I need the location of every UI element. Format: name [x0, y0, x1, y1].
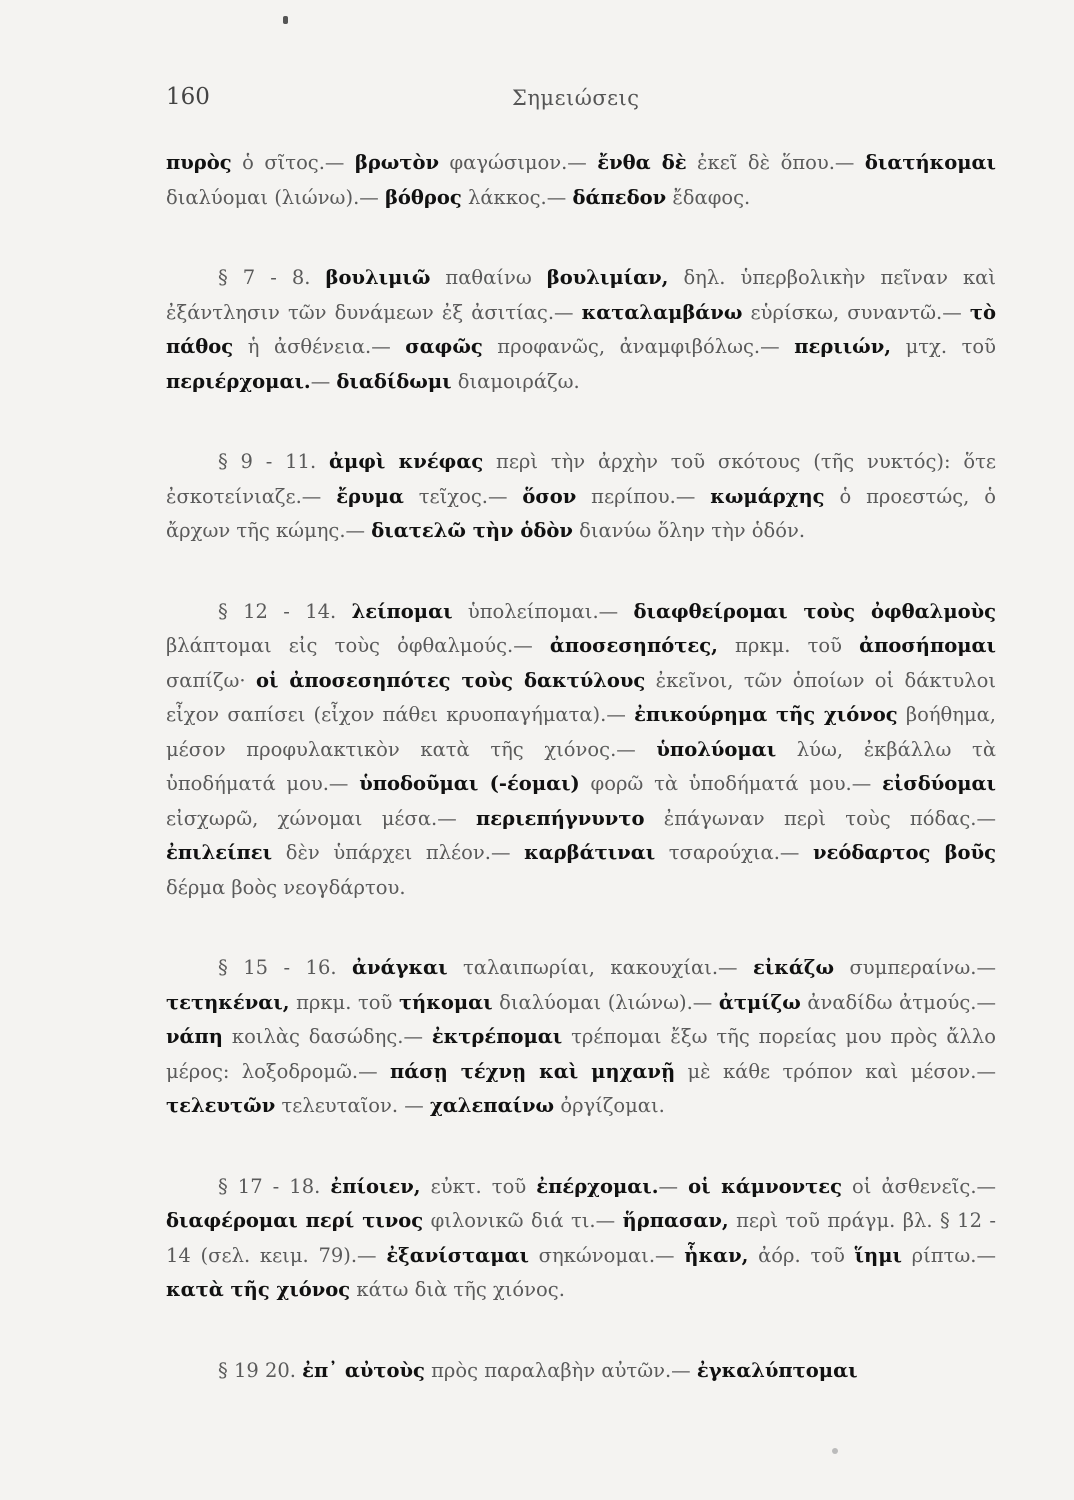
lemma-term: περιέρχομαι.: [166, 369, 311, 393]
gloss-text: ἀναδίδω ἀτμούς.—: [800, 990, 996, 1014]
gloss-text: § 7 - 8.: [218, 266, 326, 289]
gloss-text: τελευταῖον. —: [275, 1094, 430, 1117]
gloss-text: φορῶ τὰ ὑποδήματά μου.—: [579, 772, 883, 795]
gloss-text: ἐπάγωναν περὶ τοὺς πόδας.—: [644, 806, 997, 830]
gloss-text: ὀργίζομαι.: [554, 1094, 665, 1117]
gloss-text: ρίπτω.—: [901, 1243, 996, 1267]
lemma-term: ὅσον: [522, 484, 577, 508]
gloss-text: δὲν ὑπάρχει πλέον.—: [272, 841, 525, 864]
lemma-term: περιεπήγνυντο: [476, 806, 645, 830]
gloss-text: κάτω διὰ τῆς χιόνος.: [350, 1278, 565, 1301]
lemma-term: διατελῶ τὴν ὁδὸν: [371, 519, 573, 542]
ink-speck: [832, 1448, 838, 1454]
gloss-text: σαπίζω·: [166, 668, 256, 692]
lemma-term: ἀτμίζω: [718, 990, 801, 1014]
lemma-term: τήκομαι: [398, 990, 493, 1014]
lemma-term: κωμάρχης: [710, 484, 825, 508]
lemma-term: ἐξανίσταμαι: [386, 1243, 529, 1267]
lemma-term: ὑπολύομαι: [656, 737, 777, 761]
lemma-term: σαφῶς: [405, 335, 483, 358]
gloss-text: συμπεραίνω.—: [834, 956, 996, 979]
lemma-term: ἵημι: [854, 1243, 902, 1267]
gloss-text: παθαίνω: [430, 266, 547, 289]
lemma-term: ἥρπασαν,: [622, 1209, 729, 1232]
gloss-text: λάκκος.—: [461, 185, 573, 209]
gloss-text: ὑπολείπομαι.—: [452, 599, 634, 623]
lemma-term: τετηκέναι,: [166, 990, 290, 1014]
lemma-term: ἐπίοιεν,: [330, 1174, 421, 1198]
note-paragraph: [166, 951, 996, 1124]
gloss-text: § 15 - 16.: [218, 956, 353, 979]
gloss-text: ὁ προεστώς, ὁ ἄρχων τῆς κώμης.—: [166, 484, 996, 542]
lemma-term: ἀποσεσηπότες,: [549, 634, 718, 657]
lemma-term: διαφέρομαι περί τινος: [166, 1209, 424, 1232]
lemma-term: καρβάτιναι: [524, 841, 656, 864]
gloss-text: § 17 - 18.: [218, 1174, 331, 1198]
lemma-term: περιιών,: [794, 335, 892, 358]
lemma-term: ἐπικούρημα τῆς χιόνος: [634, 703, 898, 726]
note-paragraph: [166, 146, 996, 215]
lemma-term: εἰκάζω: [753, 956, 835, 979]
lemma-term: ἐπ᾽ αὐτοὺς: [302, 1358, 425, 1382]
gloss-text: ὁ σῖτος.—: [231, 151, 355, 174]
gloss-text: πρὸς παραλαβὴν αὐτῶν.—: [424, 1358, 697, 1382]
gloss-text: ἐκεῖ δὲ ὅπου.—: [686, 151, 865, 174]
gloss-text: διαμοιράζω.: [451, 369, 580, 393]
lemma-term: ἔνθα δὲ: [597, 151, 687, 174]
lemma-term: καταλαμβάνω: [581, 300, 743, 324]
gloss-text: οἱ ἀσθενεῖς.—: [841, 1174, 997, 1198]
gloss-text: ταλαιπωρίαι, κακουχίαι.—: [447, 956, 753, 979]
lemma-term: ἐκτρέπομαι: [431, 1025, 563, 1048]
note-paragraph: [166, 1170, 996, 1308]
gloss-text: περὶ τοῦ πράγμ. βλ. § 12 - 14 (σελ. κειμ. 79).—: [166, 1209, 997, 1267]
gloss-text: πρκμ. τοῦ: [289, 990, 399, 1014]
lemma-term: ἔρυμα: [336, 484, 404, 508]
lemma-term: νάπη: [166, 1025, 223, 1048]
lemma-term: πάσῃ τέχνῃ καὶ μηχανῇ: [389, 1059, 676, 1083]
gloss-text: δηλ. ὑπερβολικὴν πεῖναν καὶ ἐξάντλησιν τῶν δυνάμεων ἐξ ἀσιτίας.—: [166, 266, 996, 324]
lemma-term: βόθρος: [384, 185, 462, 209]
page-header: [166, 84, 996, 124]
lemma-term: ἧκαν,: [684, 1243, 749, 1267]
gloss-text: διαλύομαι (λιώνω).—: [166, 185, 385, 209]
lemma-term: διαδίδωμι: [336, 369, 452, 393]
gloss-text: προφανῶς, ἀναμφιβόλως.—: [482, 335, 795, 358]
lemma-term: ὑποδοῦμαι (-έομαι): [359, 772, 580, 795]
lemma-term: πυρὸς: [166, 151, 232, 174]
note-paragraph: [166, 261, 996, 399]
notes-body: [166, 146, 996, 1434]
page-number: 160: [166, 84, 210, 110]
gloss-text: τρέπομαι ἔξω τῆς πορείας μου πρὸς ἄλλο μέρος: λοξοδρομῶ.—: [166, 1025, 996, 1083]
lemma-term: ἀνάγκαι: [352, 956, 448, 979]
lemma-term: οἱ κάμνοντες: [688, 1174, 842, 1198]
gloss-text: —: [658, 1174, 689, 1198]
gloss-text: ἡ ἀσθένεια.—: [233, 335, 406, 358]
lemma-term: εἰσδύομαι: [882, 772, 996, 795]
running-title: Σημειώσεις: [512, 86, 640, 110]
gloss-text: φαγώσιμον.—: [439, 151, 598, 174]
ink-speck: [283, 16, 288, 24]
lemma-term: χαλεπαίνω: [429, 1094, 555, 1117]
gloss-text: εὐκτ. τοῦ: [420, 1174, 537, 1198]
lemma-term: νεόδαρτος βοῦς: [813, 841, 996, 864]
gloss-text: δέρμα βοὸς νεογδάρτου.: [166, 875, 406, 899]
lemma-term: δάπεδον: [572, 185, 667, 209]
gloss-text: εὑρίσκω, συναντῶ.—: [742, 300, 970, 324]
gloss-text: εἰσχωρῶ, χώνομαι μέσα.—: [166, 806, 477, 830]
lemma-term: βουλιμίαν,: [546, 266, 669, 289]
gloss-text: διαλύομαι (λιώνω).—: [492, 990, 719, 1014]
gloss-text: § 9 - 11.: [218, 450, 329, 473]
gloss-text: βοήθημα, μέσον προφυλακτικὸν κατὰ τῆς χιόνος.—: [166, 703, 996, 761]
lemma-term: διαφθείρομαι τοὺς ὀφθαλμοὺς: [633, 599, 997, 623]
gloss-text: φιλονικῶ διά τι.—: [423, 1209, 623, 1232]
note-paragraph: [166, 445, 996, 549]
lemma-term: λείπομαι: [351, 599, 453, 623]
gloss-text: ἔδαφος.: [666, 185, 751, 209]
gloss-text: ἐκεῖνοι, τῶν ὁποίων οἱ δάκτυλοι εἶχον σαπίσει (εἶχον πάθει κρυοπαγήματα).—: [166, 668, 996, 726]
gloss-text: βλάπτομαι εἰς τοὺς ὀφθαλμούς.—: [166, 634, 550, 657]
gloss-text: τεῖχος.—: [403, 484, 523, 508]
gloss-text: τσαρούχια.—: [655, 841, 814, 864]
lemma-term: τὸ πάθος: [166, 300, 996, 358]
lemma-term: ἐπιλείπει: [166, 841, 273, 864]
lemma-term: ἐγκαλύπτομαι: [696, 1358, 858, 1382]
gloss-text: § 19 20.: [218, 1358, 303, 1382]
gloss-text: μτχ. τοῦ: [891, 335, 996, 358]
lemma-term: ἐπέρχομαι.: [536, 1174, 659, 1198]
lemma-term: οἱ ἀποσεσηπότες τοὺς δακτύλους: [255, 668, 646, 692]
gloss-text: περὶ τὴν ἀρχὴν τοῦ σκότους (τῆς νυκτός): ὅτε ἐσκοτείνιαζε.—: [166, 450, 996, 508]
gloss-text: ἀόρ. τοῦ: [748, 1243, 855, 1267]
lemma-term: ἀποσήπομαι: [859, 634, 996, 657]
lemma-term: βουλιμιῶ: [325, 266, 431, 289]
gloss-text: περίπου.—: [576, 484, 711, 508]
gloss-text: κοιλὰς δασώδης.—: [223, 1025, 432, 1048]
note-paragraph: [166, 1354, 996, 1389]
gloss-text: § 12 - 14.: [218, 599, 352, 623]
gloss-text: σηκώνομαι.—: [528, 1243, 685, 1267]
lemma-term: ἀμφὶ κνέφας: [328, 450, 484, 473]
gloss-text: μὲ κάθε τρόπον καὶ μέσον.—: [675, 1059, 996, 1083]
lemma-term: βρωτὸν: [354, 151, 440, 174]
gloss-text: διανύω ὅλην τὴν ὁδόν.: [572, 519, 806, 542]
gloss-text: —: [310, 369, 337, 393]
note-paragraph: [166, 595, 996, 906]
lemma-term: διατήκομαι: [864, 151, 996, 174]
lemma-term: κατὰ τῆς χιόνος: [166, 1278, 351, 1301]
gloss-text: πρκμ. τοῦ: [717, 634, 860, 657]
lemma-term: τελευτῶν: [166, 1094, 276, 1117]
gloss-text: λύω, ἐκβάλλω τὰ ὑποδήματά μου.—: [166, 737, 996, 795]
